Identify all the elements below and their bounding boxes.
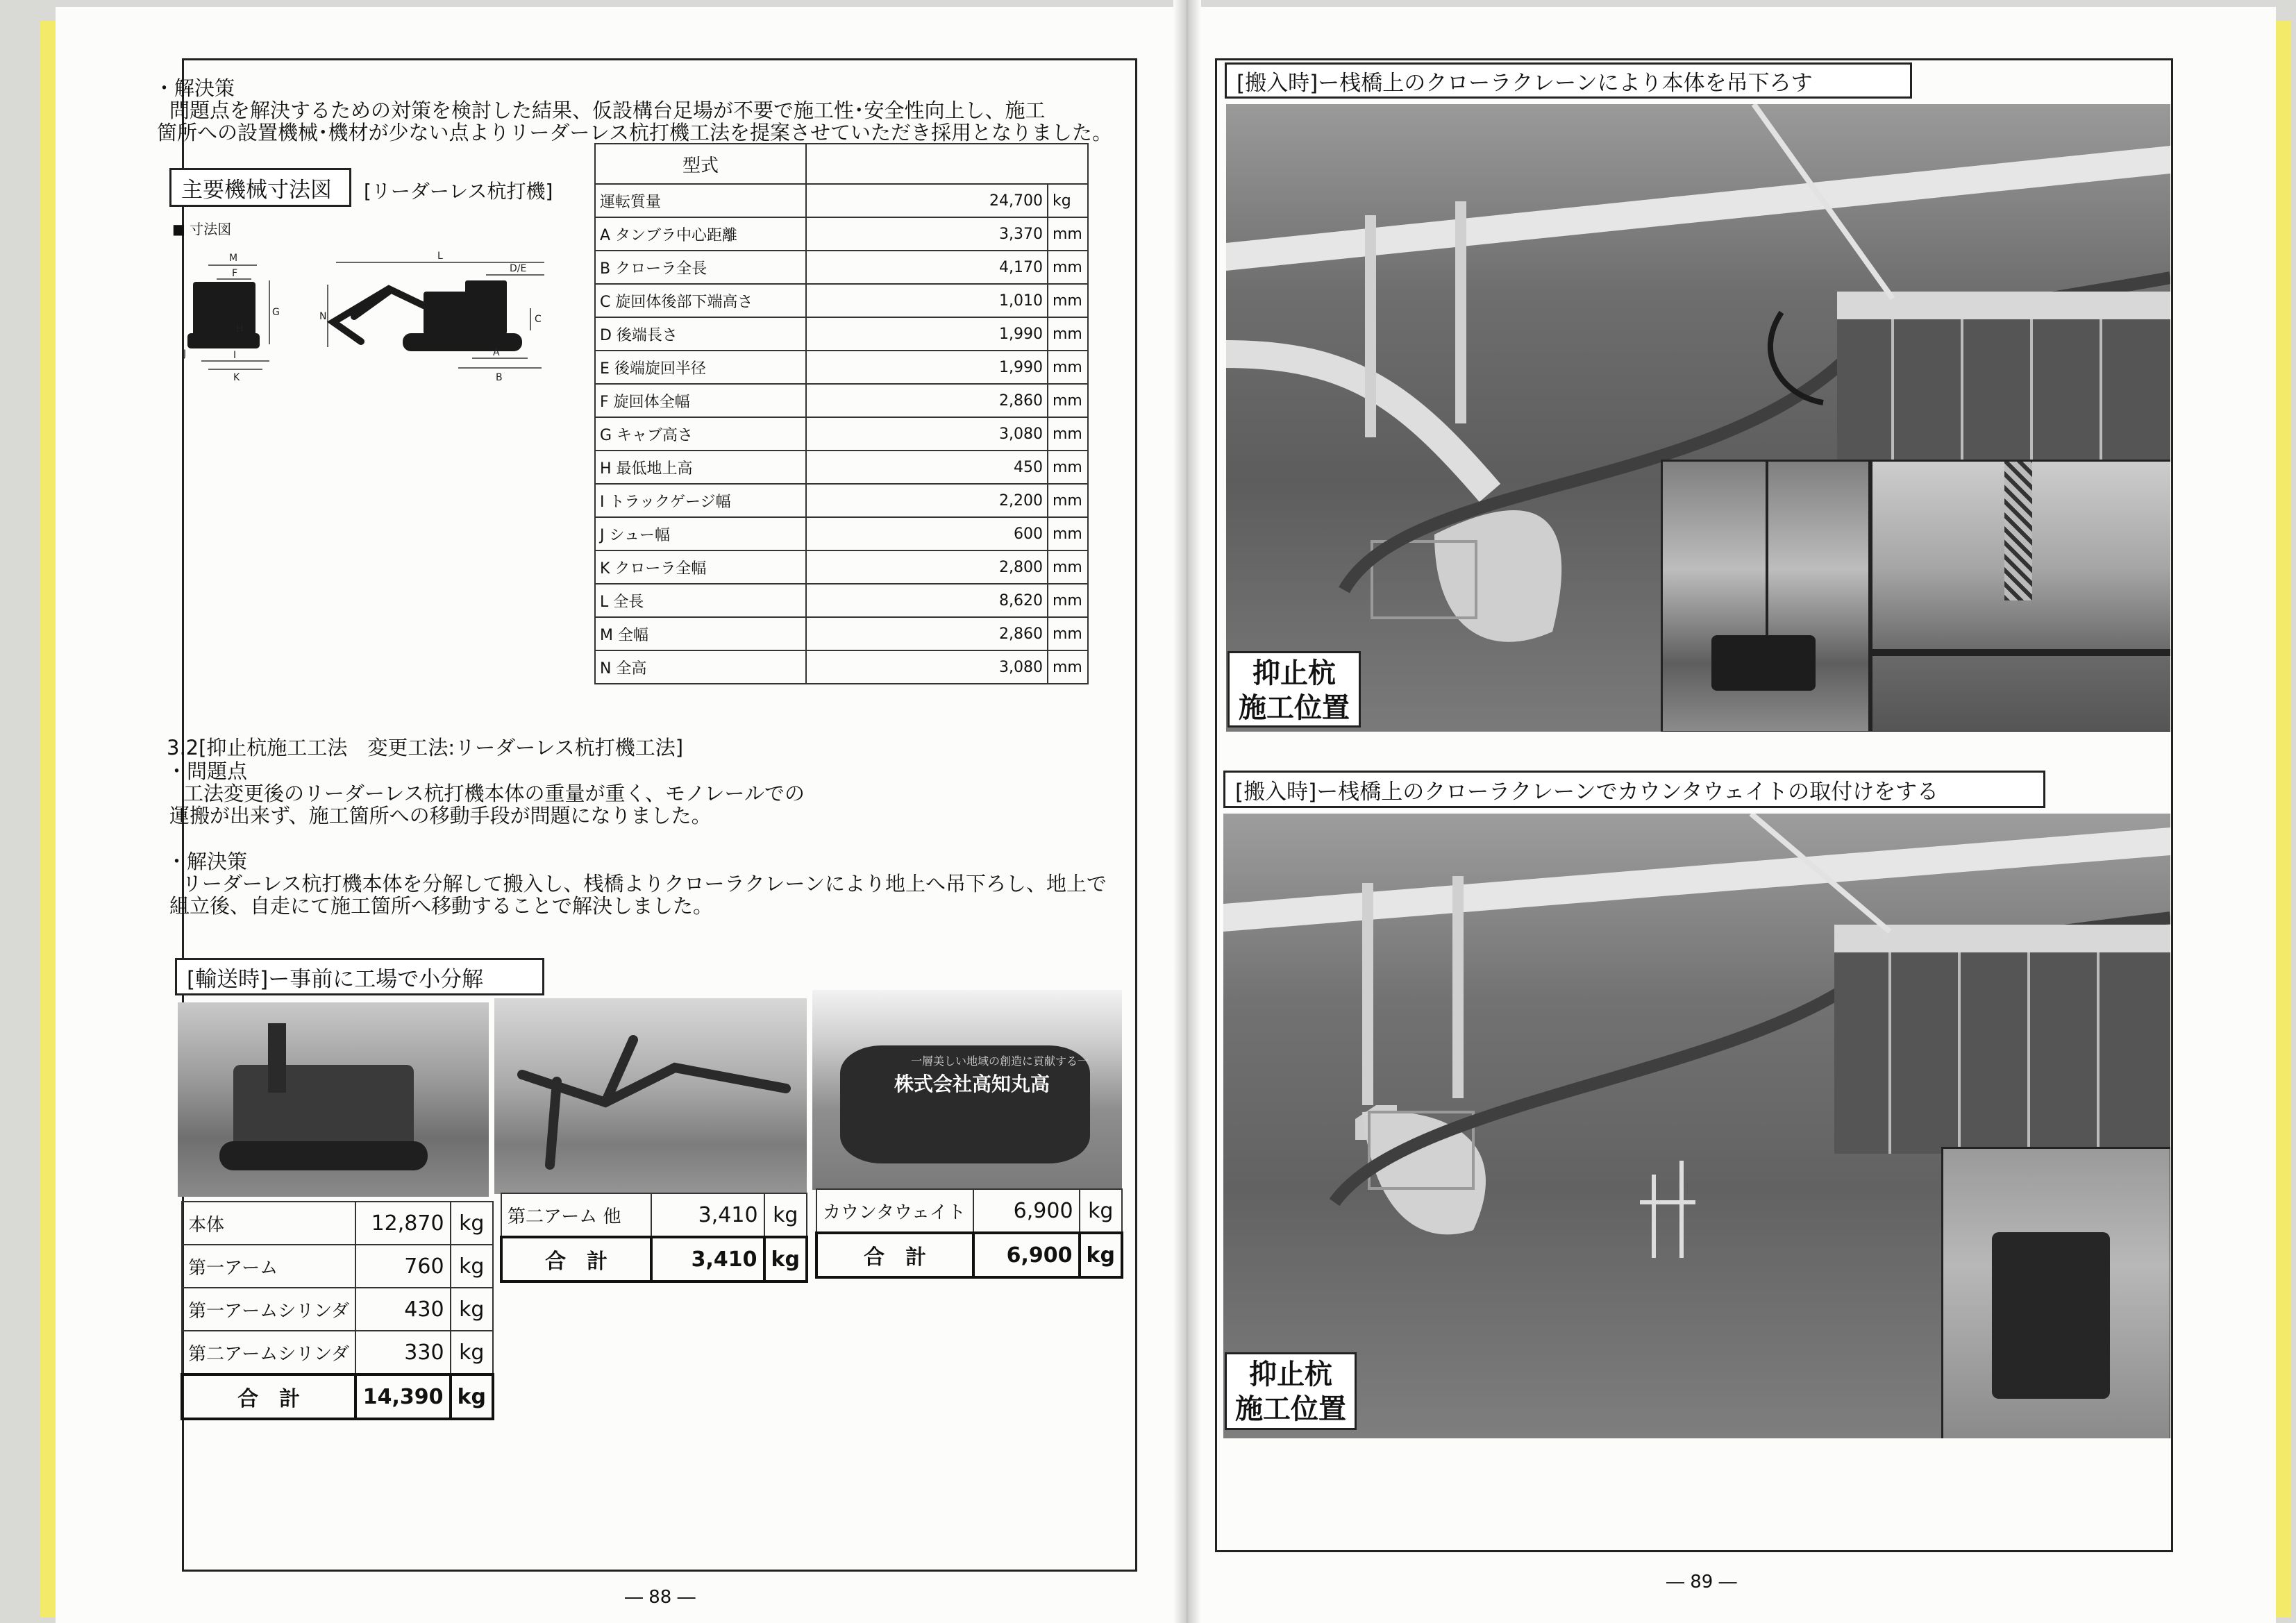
spec-value: 1,990: [806, 351, 1048, 384]
photo-body-track: [219, 1141, 428, 1170]
annotation-1-line-1: 抑止杭: [1252, 657, 1336, 689]
intro-line-2: 箇所への設置機械･機材が少ない点よりリーダーレス杭打機工法を提案させていただき採用となりました。: [157, 121, 1113, 144]
spec-value: 1,990: [806, 317, 1048, 351]
dim-letter-a: A: [493, 347, 500, 358]
photo-body-pipe: [268, 1023, 286, 1093]
spec-unit: mm: [1048, 284, 1088, 317]
photo-arm-shape: [494, 998, 807, 1194]
photo-machine-body: [178, 1002, 489, 1197]
delivery-label-1: [搬入時]ー桟橋上のクローラクレーンにより本体を吊下ろす: [1225, 62, 1912, 99]
diagram-caption: ■ 寸法図: [172, 221, 232, 237]
problem-line-1: 工法変更後のリーダーレス杭打機本体の重量が重く、モノレールでの: [183, 782, 805, 805]
spec-label: A タンブラ中心距離: [595, 217, 806, 251]
spec-value: 3,080: [806, 650, 1048, 684]
spec-value: 24,700: [806, 184, 1048, 217]
left-page-number: ― 88 ―: [625, 1587, 696, 1608]
weight-total-row: [501, 1237, 807, 1281]
spec-row: [595, 650, 1088, 684]
inset-deck-tower: [2004, 462, 2032, 600]
spec-label: H 最低地上高: [595, 451, 806, 484]
dim-letter-j: J: [183, 348, 187, 360]
spec-unit: mm: [1048, 550, 1088, 584]
intro-heading: ・解決策: [154, 76, 235, 100]
dim-letter-f: F: [232, 268, 238, 279]
weight-total-row: [182, 1374, 493, 1419]
spec-table-body: [595, 184, 1088, 684]
spec-row: [595, 617, 1088, 650]
weight-row: [816, 1189, 1122, 1233]
weight-value: 12,870: [355, 1202, 450, 1245]
weight-label: 第二アーム 他: [501, 1193, 651, 1237]
spec-unit: mm: [1048, 217, 1088, 251]
spec-value: 2,200: [806, 484, 1048, 517]
inset-deck-rail: [1872, 649, 2170, 656]
weight-row: [182, 1245, 493, 1288]
weight-total-value: 6,900: [973, 1233, 1079, 1277]
spec-row: [595, 417, 1088, 451]
weight-total-unit: kg: [1080, 1233, 1122, 1277]
spec-value: 3,370: [806, 217, 1048, 251]
inset-photo-crane: [1661, 460, 1870, 732]
dim-letter-g: G: [272, 307, 280, 318]
spec-row: [595, 351, 1088, 384]
spec-value: 2,800: [806, 550, 1048, 584]
problem-line-2: 運搬が出来ず、施工箇所への移動手段が問題になりました。: [169, 804, 712, 827]
weight-label: 本体: [182, 1202, 355, 1245]
weight-total-unit: kg: [764, 1237, 807, 1281]
dims-box-label: 主要機械寸法図: [169, 168, 351, 207]
spec-label: E 後端旋回半径: [595, 351, 806, 384]
weight-total-label: 合 計: [182, 1374, 355, 1419]
spec-table: [594, 143, 1089, 684]
spec-row: [595, 584, 1088, 617]
machine-dimension-diagram: [181, 250, 569, 389]
spec-unit: mm: [1048, 517, 1088, 550]
dim-letter-l: L: [437, 251, 443, 262]
weight-value: 330: [355, 1331, 450, 1374]
weight-table-counterweight: [815, 1188, 1123, 1279]
book-gutter: [1173, 0, 1201, 1623]
inset-photo-counterweight-install: [1941, 1147, 2170, 1438]
photo-counterweight-company: 株式会社高知丸高: [894, 1073, 1050, 1095]
weight-total-label: 合 計: [816, 1233, 973, 1277]
pile-position-annotation-2: [1225, 1352, 1357, 1430]
pile-position-annotation-1: [1227, 651, 1361, 728]
spec-label: L 全長: [595, 584, 806, 617]
spec-value: 2,860: [806, 617, 1048, 650]
intro-line-1: 問題点を解決するための対策を検討した結果、仮設構台足場が不要で施工性･安全性向上し、施工: [169, 99, 1046, 122]
spec-unit: mm: [1048, 617, 1088, 650]
dim-letter-h: H: [236, 323, 244, 335]
spec-label: J シュー幅: [595, 517, 806, 550]
weight-label: カウンタウェイト: [816, 1189, 973, 1233]
spec-label: N 全高: [595, 650, 806, 684]
spec-unit: kg: [1048, 184, 1088, 217]
transport-label: [輸送時]ー事前に工場で小分解: [175, 958, 544, 995]
weight-table-second-arm: [500, 1193, 808, 1283]
spec-label: C 旋回体後部下端高さ: [595, 284, 806, 317]
delivery-label-2: [搬入時]ー桟橋上のクローラクレーンでカウンタウェイトの取付けをする: [1223, 771, 2045, 808]
dim-letter-m: M: [229, 253, 238, 264]
solution-line-1: リーダーレス杭打機本体を分解して搬入し、桟橋よりクローラクレーンにより地上へ吊下ろし、地上で: [182, 872, 1107, 895]
inset-install-machine: [1992, 1232, 2110, 1399]
spec-unit: mm: [1048, 251, 1088, 284]
spec-row: [595, 384, 1088, 417]
spec-unit: mm: [1048, 384, 1088, 417]
photo-counterweight: [812, 990, 1122, 1190]
weight-row: [182, 1288, 493, 1331]
spec-row: [595, 517, 1088, 550]
weight-value: 430: [355, 1288, 450, 1331]
inset-photo-deck: [1870, 460, 2170, 732]
spec-label: F 旋回体全幅: [595, 384, 806, 417]
spec-value: 600: [806, 517, 1048, 550]
spec-label: I トラックゲージ幅: [595, 484, 806, 517]
dim-letter-de: D/E: [510, 263, 527, 274]
machine-label: [リーダーレス杭打機]: [364, 180, 553, 203]
site-photo-1: [1226, 104, 2170, 732]
spec-label: G キャブ高さ: [595, 417, 806, 451]
spec-row: [595, 550, 1088, 584]
section-3-2-title: 3.2[抑止杭施工工法 変更工法:リーダーレス杭打機工法]: [167, 736, 684, 759]
spec-unit: mm: [1048, 451, 1088, 484]
spec-unit: mm: [1048, 417, 1088, 451]
weight-total-value: 3,410: [651, 1237, 764, 1281]
spec-label: D 後端長さ: [595, 317, 806, 351]
weight-unit: kg: [451, 1202, 493, 1245]
spec-row: [595, 217, 1088, 251]
weight-row: [182, 1331, 493, 1374]
spec-unit: mm: [1048, 650, 1088, 684]
dim-letter-n: N: [319, 311, 327, 322]
spec-header: 型式: [595, 144, 806, 184]
spec-row: [595, 451, 1088, 484]
weight-label: 第一アーム: [182, 1245, 355, 1288]
weight-value: 760: [355, 1245, 450, 1288]
spec-unit: mm: [1048, 317, 1088, 351]
spec-value: 1,010: [806, 284, 1048, 317]
weight-total-value: 14,390: [355, 1374, 450, 1419]
spec-row: [595, 317, 1088, 351]
photo-body-shape: [233, 1065, 414, 1148]
solution-line-2: 組立後、自走にて施工箇所へ移動することで解決しました。: [169, 894, 714, 918]
spec-value: 3,080: [806, 417, 1048, 451]
weight-total-label: 合 計: [501, 1237, 651, 1281]
dim-letter-k: K: [233, 372, 240, 383]
spec-value: 4,170: [806, 251, 1048, 284]
weight-unit: kg: [451, 1288, 493, 1331]
spec-header-blank: [806, 144, 1088, 184]
spec-label: K クローラ全幅: [595, 550, 806, 584]
spec-label: 運転質量: [595, 184, 806, 217]
photo-counterweight-slogan: 一層美しい地域の創造に貢献する一: [911, 1054, 1089, 1068]
right-page-number: ― 89 ―: [1666, 1572, 1737, 1592]
dim-letter-i: I: [233, 350, 237, 361]
spec-value: 8,620: [806, 584, 1048, 617]
annotation-2-line-2: 施工位置: [1235, 1393, 1346, 1425]
spec-value: 2,860: [806, 384, 1048, 417]
annotation-1-line-2: 施工位置: [1239, 692, 1350, 724]
weight-table-body: [181, 1201, 494, 1420]
spec-value: 450: [806, 451, 1048, 484]
weight-label: 第一アームシリンダ: [182, 1288, 355, 1331]
spec-row: [595, 184, 1088, 217]
weight-total-row: [816, 1233, 1122, 1277]
dim-letter-b: B: [496, 372, 503, 383]
solution-heading: ・解決策: [167, 850, 248, 873]
weight-label: 第二アームシリンダ: [182, 1331, 355, 1374]
weight-row: [501, 1193, 807, 1237]
photo-second-arm: [494, 998, 807, 1194]
spec-unit: mm: [1048, 351, 1088, 384]
weight-unit: kg: [451, 1245, 493, 1288]
weight-unit: kg: [764, 1193, 807, 1237]
inset-crane-line: [1766, 462, 1768, 642]
annotation-2-line-1: 抑止杭: [1249, 1359, 1332, 1390]
spec-row: [595, 284, 1088, 317]
weight-unit: kg: [451, 1331, 493, 1374]
spec-row: [595, 484, 1088, 517]
inset-crane-machine: [1711, 635, 1816, 691]
weight-row: [182, 1202, 493, 1245]
site-photo-2: [1223, 814, 2170, 1438]
spec-unit: mm: [1048, 584, 1088, 617]
weight-value: 6,900: [973, 1189, 1079, 1233]
weight-total-unit: kg: [451, 1374, 493, 1419]
spec-label: M 全幅: [595, 617, 806, 650]
dim-letter-c: C: [535, 314, 542, 325]
problem-heading: ・問題点: [167, 759, 248, 783]
spec-row: [595, 251, 1088, 284]
spec-label: B クローラ全長: [595, 251, 806, 284]
weight-value: 3,410: [651, 1193, 764, 1237]
weight-unit: kg: [1080, 1189, 1122, 1233]
spec-unit: mm: [1048, 484, 1088, 517]
